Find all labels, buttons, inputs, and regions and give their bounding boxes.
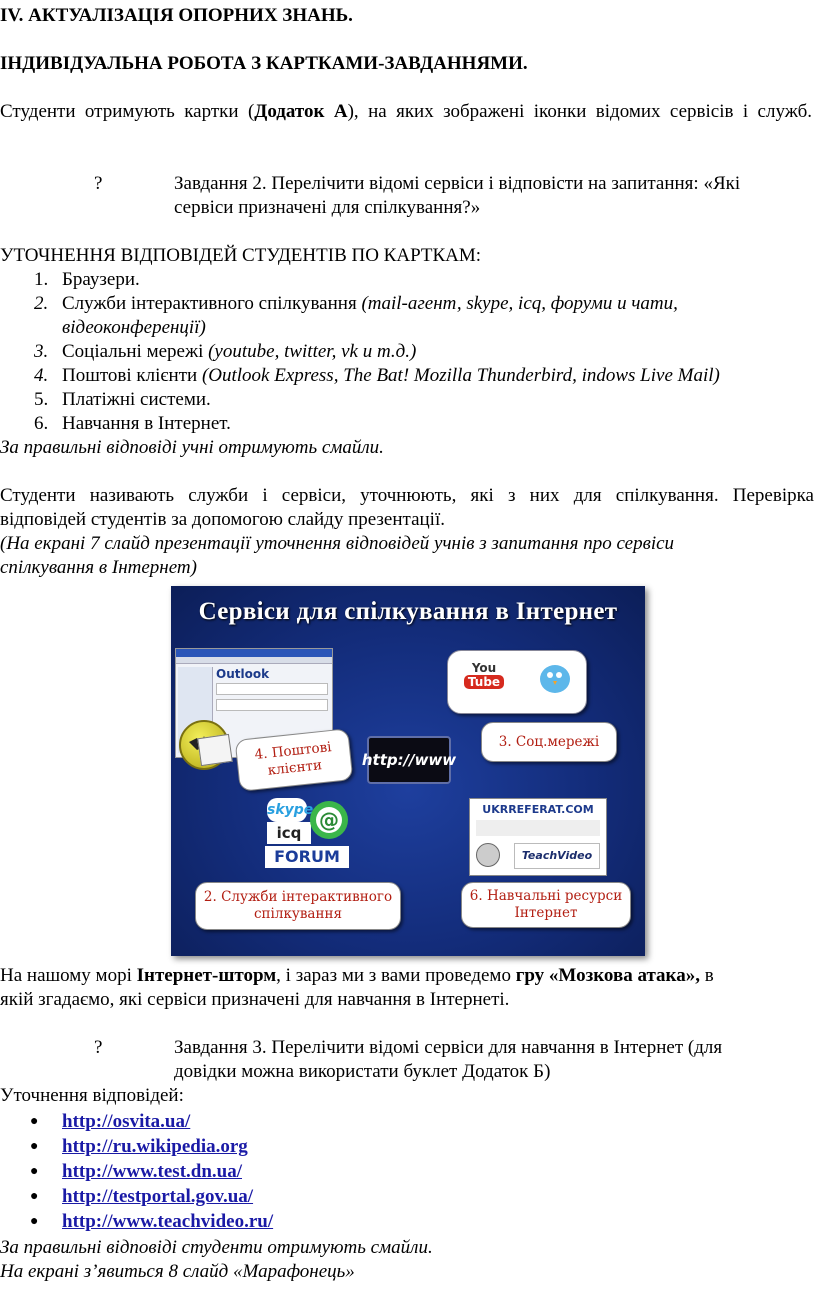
wikipedia-icon bbox=[476, 843, 500, 867]
education-resources-card bbox=[469, 798, 607, 876]
bullet-icon: ● bbox=[30, 1164, 39, 1179]
message-row bbox=[216, 683, 328, 695]
skype-icon: skype bbox=[267, 798, 307, 822]
paragraph-2-line1: Студенти називають служби і сервіси, уточнюють, які з них для спілкування. Перевірка bbox=[0, 485, 814, 506]
outlook-label: Outlook bbox=[216, 667, 270, 681]
ukrreferat-logo: UKRREFERAT.COM bbox=[482, 803, 594, 816]
forum-icon: FORUM bbox=[265, 846, 349, 868]
link-osvita[interactable]: http://osvita.ua/ bbox=[62, 1111, 191, 1132]
envelope-icon bbox=[197, 734, 233, 766]
section-title: IV. АКТУАЛІЗАЦІЯ ОПОРНИХ ЗНАНЬ. bbox=[0, 5, 353, 26]
twitter-bird-icon bbox=[536, 657, 574, 699]
final-note: На екрані з’явиться 8 слайд «Марафонець» bbox=[0, 1261, 355, 1282]
bullet-icon: ● bbox=[30, 1139, 39, 1154]
link-test-dn[interactable]: http://www.test.dn.ua/ bbox=[62, 1161, 242, 1182]
callout-social-networks: 3. Соц.мережі bbox=[481, 722, 617, 762]
icq-icon: icq bbox=[267, 822, 311, 844]
mail-at-icon bbox=[309, 800, 349, 840]
slide-title: Сервіси для спілкування в Інтернет bbox=[198, 598, 618, 625]
paragraph-3-line1: На нашому морі Інтернет-шторм, і зараз ми з вами проведемо гру «Мозкова атака», в bbox=[0, 965, 714, 986]
link-testportal[interactable]: http://testportal.gov.ua/ bbox=[62, 1186, 254, 1207]
http-icon: http://www bbox=[367, 736, 451, 784]
smiles-note-2: За правильні відповіді студенти отримують смайли. bbox=[0, 1237, 433, 1258]
question-mark-icon: ? bbox=[94, 173, 103, 194]
slide-note-line2: спілкування в Інтернет) bbox=[0, 557, 197, 578]
list-item-continuation: відеоконференції) bbox=[62, 317, 206, 338]
link-wikipedia[interactable]: http://ru.wikipedia.org bbox=[62, 1136, 248, 1157]
paragraph-3-line2: якій згадаємо, які сервіси призначені для навчання в Інтернеті. bbox=[0, 989, 510, 1010]
social-icons-bubble bbox=[447, 650, 587, 714]
links-list bbox=[0, 1110, 816, 1236]
presentation-slide bbox=[171, 586, 645, 956]
site-banner bbox=[476, 820, 600, 836]
question-mark-icon: ? bbox=[94, 1037, 103, 1058]
answers-label: Уточнення відповідей: bbox=[0, 1085, 184, 1106]
bullet-icon: ● bbox=[30, 1214, 39, 1229]
paragraph-2-line2: відповідей студентів за допомогою слайду презентації. bbox=[0, 509, 445, 530]
bullet-icon: ● bbox=[30, 1114, 39, 1129]
slide-note-line1: (На екрані 7 слайд презентації уточнення відповідей учнів з запитання про сервіси bbox=[0, 533, 675, 554]
message-row bbox=[216, 699, 328, 711]
svg-text:@: @ bbox=[319, 808, 339, 832]
link-teachvideo[interactable]: http://www.teachvideo.ru/ bbox=[62, 1211, 274, 1232]
callout-interactive-services: 2. Служби інтерактивного спілкування bbox=[195, 882, 401, 930]
youtube-icon: You Tube bbox=[464, 661, 504, 697]
bullet-icon: ● bbox=[30, 1189, 39, 1204]
intro-paragraph: Студенти отримують картки (Додаток А), на яких зображені іконки відомих сервісів і служб. bbox=[0, 101, 813, 122]
task-3: ? Завдання 3. Перелічити відомі сервіси для навчання в Інтернет (для довідки можна використати буклет Додаток Б) bbox=[94, 1037, 723, 1082]
clarification-heading: УТОЧНЕННЯ ВІДПОВІДЕЙ СТУДЕНТІВ ПО КАРТКАМ: bbox=[0, 245, 482, 266]
callout-education: 6. Навчальні ресурси Інтернет bbox=[461, 882, 631, 928]
intro-part2: ), на яких зображені іконки відомих сервісів і служб. bbox=[347, 101, 813, 122]
window-titlebar bbox=[176, 649, 332, 657]
smiles-note: За правильні відповіді учні отримують смайли. bbox=[0, 437, 384, 458]
teachvideo-logo: TeachVideo bbox=[514, 843, 600, 869]
subsection-title: ІНДИВІДУАЛЬНА РОБОТА З КАРТКАМИ-ЗАВДАННЯМИ. bbox=[0, 53, 528, 74]
task-2: ? Завдання 2. Перелічити відомі сервіси і відповісти на запитання: «Які сервіси призначені для спілкування?» bbox=[94, 173, 741, 218]
callout-mail-clients: 4. Поштові клієнти bbox=[235, 728, 354, 792]
window-menubar bbox=[176, 657, 332, 664]
